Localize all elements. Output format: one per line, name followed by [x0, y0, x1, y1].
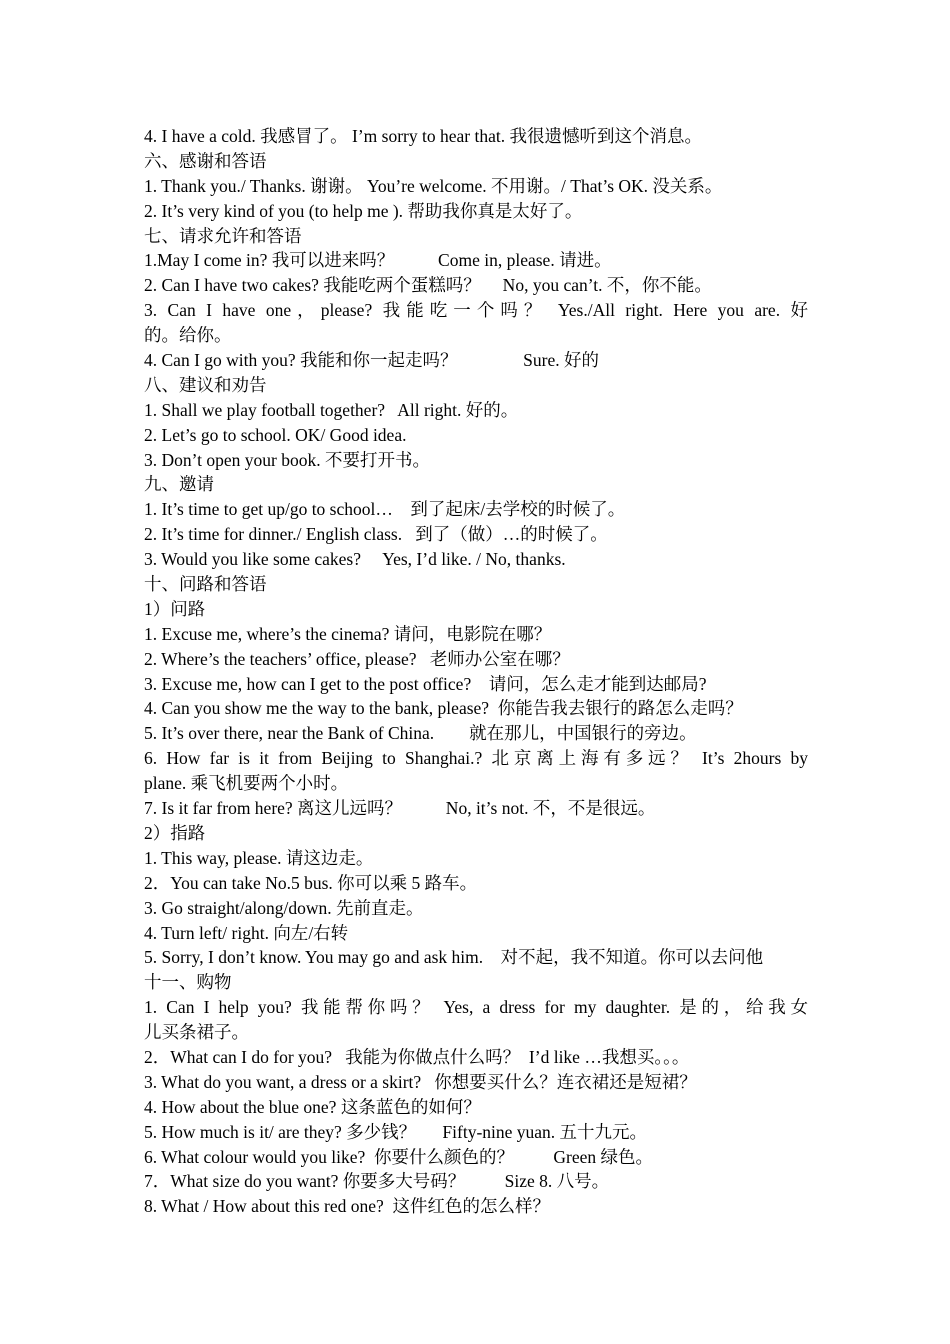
text-line: 5. How much is it/ are they? 多少钱？ Fifty-nine yuan. 五十九元。: [144, 1121, 648, 1142]
text-line: 3. Excuse me, how can I get to the post office? 请问，怎么走才能到达邮局?: [144, 673, 707, 694]
text-line: 1. Can I help you? 我能帮你吗？ Yes, a dress for my daughter. 是的，给我女: [144, 997, 808, 1018]
text-line: 5. It’s over there, near the Bank of China. 就在那儿，中国银行的旁边。: [144, 723, 697, 744]
text-line: 2. It’s time for dinner./ English class. 到了（做）…的时候了。: [144, 524, 608, 545]
text-line: 的。给你。: [144, 325, 232, 346]
text-line: 7. Is it far from here? 离这儿远吗？ No, it’s not. 不，不是很远。: [144, 798, 656, 819]
text-line: 六、感谢和答语: [144, 150, 267, 171]
text-line: 6. What colour would you like? 你要什么颜色的？ Green 绿色。: [144, 1146, 654, 1167]
text-line: 2）指路: [144, 822, 206, 843]
text-line: 4. Can I go with you? 我能和你一起走吗？ Sure. 好的: [144, 350, 599, 371]
text-line: plane. 乘飞机要两个小时。: [144, 773, 349, 794]
text-line: 2. Where’s the teachers’ office, please? 老师办公室在哪？: [144, 648, 570, 669]
text-line: 3. What do you want, a dress or a skirt? 你想要买什么？连衣裙还是短裙？: [144, 1071, 697, 1092]
text-line: 3. Can I have one，please? 我能吃一个吗？ Yes./All right. Here you are. 好: [144, 300, 808, 321]
text-line: 1. This way, please. 请这边走。: [144, 847, 374, 868]
text-line: 2. Can I have two cakes? 我能吃两个蛋糕吗？ No, you can’t. 不，你不能。: [144, 275, 712, 296]
text-line: 1. Thank you./ Thanks. 谢谢。 You’re welcome. 不用谢。/ That’s OK. 没关系。: [144, 175, 723, 196]
text-line: 十、问路和答语: [144, 574, 267, 595]
text-line: 7．What size do you want? 你要多大号码？ Size 8. 八号。: [144, 1171, 610, 1192]
text-line: 七、请求允许和答语: [144, 225, 302, 246]
text-line: 4. How about the blue one? 这条蓝色的如何？: [144, 1096, 481, 1117]
text-line: 3. Don’t open your book. 不要打开书。: [144, 449, 430, 470]
text-line: 2. Let’s go to school. OK/ Good idea.: [144, 424, 407, 445]
text-line: 5. Sorry, I don’t know. You may go and ask him. 对不起，我不知道。你可以去问他: [144, 947, 764, 968]
text-line: 4. I have a cold. 我感冒了。 I’m sorry to hear that. 我很遗憾听到这个消息。: [144, 126, 702, 146]
text-line: 8. What / How about this red one? 这件红色的怎么样？: [144, 1196, 551, 1217]
text-line: 1. It’s time to get up/go to school… 到了起床/去学校的时候了。: [144, 499, 626, 520]
text-line: 2．What can I do for you? 我能为你做点什么吗？ I’d like …我想买。。。: [144, 1046, 690, 1067]
text-line: 1.May I come in? 我可以进来吗？ Come in, please. 请进。: [144, 250, 612, 271]
text-line: 3. Would you like some cakes? Yes, I’d like. / No, thanks.: [144, 549, 566, 570]
document-body: [144, 124, 808, 1219]
text-line: 1. Excuse me, where’s the cinema? 请问，电影院在哪？: [144, 623, 552, 644]
text-line: 九、邀请: [144, 474, 214, 495]
text-line: 2．You can take No.5 bus. 你可以乘 5 路车。: [144, 872, 478, 893]
text-line: 4. Turn left/ right. 向左/右转: [144, 922, 349, 943]
text-line: 4. Can you show me the way to the bank, please? 你能告我去银行的路怎么走吗？: [144, 698, 743, 719]
text-line: 2. It’s very kind of you (to help me ). 帮助我你真是太好了。: [144, 200, 583, 221]
text-line: 1. Shall we play football together? All right. 好的。: [144, 399, 519, 420]
text-line: 6. How far is it from Beijing to Shanghai.? 北京离上海有多远？ It’s 2hours by: [144, 748, 808, 769]
text-line: 十一、购物: [144, 972, 232, 993]
text-line: 八、建议和劝告: [144, 374, 267, 395]
text-line: 儿买条裙子。: [144, 1022, 249, 1043]
text-line: 3. Go straight/along/down. 先前直走。: [144, 897, 424, 918]
text-line: 1）问路: [144, 598, 206, 619]
